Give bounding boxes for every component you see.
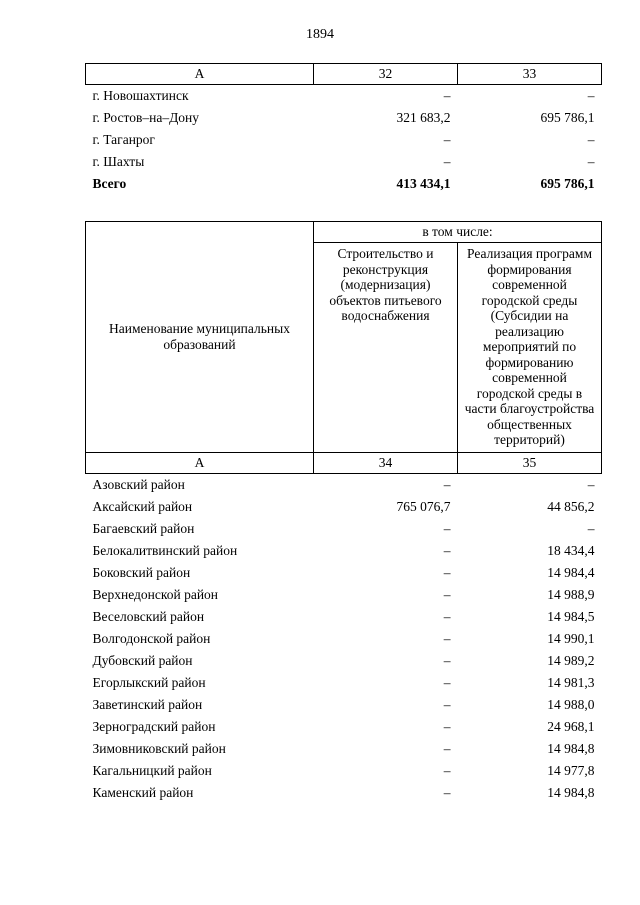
col-header-a: А [86,64,314,85]
table-row [86,151,602,173]
table-row [86,518,602,540]
cell-34: – [443,520,451,536]
row-name: Кагальницкий район [92,762,212,778]
budget-table-cols-34-35 [85,221,602,804]
table-row [86,129,602,151]
col-header-a: А [86,452,314,473]
cell-34: – [443,476,451,492]
table-row [86,606,602,628]
cell-33: – [587,154,595,169]
row-name: Верхнедонской район [92,586,219,602]
row-name: Багаевский район [92,520,195,536]
row-name: Егорлыкский район [92,674,206,690]
cell-35: 18 434,4 [547,542,595,558]
col35-header: Реализация программ формирования современной городской среды (Субсидии на реализацию мероприятий по формированию современной городской среды в части благоустройства общественных территорий) [458,243,602,453]
table-row [86,496,602,518]
cell-34: – [443,784,451,800]
header-row [86,222,602,243]
row-name: Веселовский район [92,608,205,624]
cell-32: – [443,88,451,103]
budget-table-cols-32-33 [85,63,602,195]
cell-34: – [443,564,451,580]
cell-35: 14 984,8 [547,740,595,756]
col-header-34: 34 [314,452,458,473]
cell-35: 14 984,4 [547,564,595,580]
table-row [86,782,602,804]
row-name: г. Шахты [92,154,145,169]
cell-34: – [443,762,451,778]
municipal-header: Наименование муниципальных образований [86,222,314,453]
col-header-35: 35 [458,452,602,473]
table-row [86,584,602,606]
cell-35: 14 988,0 [547,696,595,712]
table-row [86,473,602,496]
column-index-row [86,64,602,85]
row-name: Боковский район [92,564,191,580]
cell-35: 14 984,5 [547,608,595,624]
row-name: Каменский район [92,784,194,800]
cell-34: – [443,630,451,646]
total-32: 413 434,1 [396,176,451,191]
cell-33: – [587,88,595,103]
including-header: в том числе: [314,222,602,243]
col34-header: Строительство и реконструкция (модернизация) объектов питьевого водоснабжения [314,243,458,453]
row-name: Азовский район [92,476,185,492]
cell-32: – [443,154,451,169]
cell-35: – [587,476,595,492]
cell-34: – [443,652,451,668]
table-row [86,628,602,650]
total-33: 695 786,1 [540,176,595,191]
cell-35: 14 989,2 [547,652,595,668]
cell-35: 44 856,2 [547,498,595,514]
col-header-33: 33 [458,64,602,85]
cell-34: – [443,542,451,558]
col-header-32: 32 [314,64,458,85]
cell-34: – [443,586,451,602]
row-name: г. Новошахтинск [92,88,189,103]
table-row [86,672,602,694]
row-name: Зимовниковский район [92,740,226,756]
row-name: Белокалитвинский район [92,542,238,558]
cell-35: 14 984,8 [547,784,595,800]
row-name: г. Таганрог [92,132,155,147]
cell-35: 14 981,3 [547,674,595,690]
page-number: 1894 [306,27,334,42]
cell-34: – [443,608,451,624]
column-index-row [86,452,602,473]
cell-34: – [443,674,451,690]
table-row [86,738,602,760]
cell-35: 24 968,1 [547,718,595,734]
total-row [86,173,602,195]
row-name: г. Ростов–на–Дону [92,110,200,125]
row-name: Заветинский район [92,696,203,712]
cell-35: 14 990,1 [547,630,595,646]
cell-35: – [587,520,595,536]
cell-35: 14 977,8 [547,762,595,778]
row-name: Дубовский район [92,652,193,668]
table-row [86,85,602,108]
table-row [86,716,602,738]
row-name: Зерноградский район [92,718,216,734]
cell-34: 765 076,7 [396,498,451,514]
table-row [86,562,602,584]
row-name: Волгодонской район [92,630,211,646]
cell-34: – [443,696,451,712]
cell-32: – [443,132,451,147]
cell-33: – [587,132,595,147]
cell-34: – [443,740,451,756]
cell-32: 321 683,2 [396,110,451,125]
table-row [86,540,602,562]
table-row [86,694,602,716]
table-row [86,107,602,129]
total-label: Всего [92,176,127,191]
cell-34: – [443,718,451,734]
cell-35: 14 988,9 [547,586,595,602]
row-name: Аксайский район [92,498,193,514]
table-row [86,760,602,782]
table-row [86,650,602,672]
cell-33: 695 786,1 [540,110,595,125]
